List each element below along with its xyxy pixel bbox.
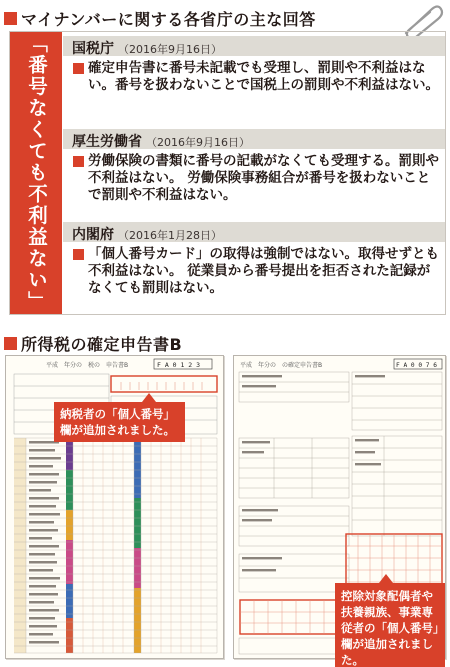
answer-body: 「個人番号カード」の取得は強制ではない。取得せずとも不利益はない。 従業員から番号提出を拒否された記録がなくても罰則はない。: [88, 246, 439, 296]
callout-pointer-icon: [379, 574, 393, 583]
form-code: F A 0 1 2 3: [157, 361, 201, 369]
section-title: 所得税の確定申告書B: [21, 335, 183, 354]
tax-form-page-1-image: [5, 355, 224, 659]
agency-name: 厚生労働省: [72, 134, 142, 150]
agency-header-nta: [63, 36, 445, 56]
agency-date: （2016年9月16日）: [118, 43, 222, 56]
red-square-bullet-icon: [73, 249, 84, 260]
answer-body: 労働保険の書類に番号の記載がなくても受理する。罰則や不利益はない。 労働保険事務組合が番号を扱わないことで罰則や不利益はない。: [88, 153, 439, 203]
callout-dependents-number: [335, 583, 445, 667]
agency-name: 内閣府: [72, 227, 114, 243]
side-label-band: [10, 32, 62, 314]
form-header-text: 平成 年分の の確定申告書B: [240, 362, 323, 369]
red-square-bullet-icon: [4, 12, 17, 25]
red-square-bullet-icon: [73, 63, 84, 74]
agency-date: （2016年9月16日）: [146, 136, 250, 149]
agency-name: 国税庁: [72, 41, 114, 57]
callout-pointer-icon: [142, 393, 156, 402]
red-square-bullet-icon: [4, 337, 17, 350]
side-label: 「番号なくても不利益ない」: [25, 33, 48, 313]
ministry-answers-panel: [9, 31, 446, 315]
callout-text: 納税者の「個人番号」欄が追加されました。: [60, 407, 175, 437]
callout-individual-number: [54, 402, 185, 442]
answer-text-nta: [72, 60, 441, 94]
agency-date: （2016年1月28日）: [118, 229, 222, 242]
answer-text-mhlw: [72, 153, 441, 204]
section-title: マイナンバーに関する各省庁の主な回答: [21, 10, 316, 29]
callout-text: 控除対象配偶者や扶養親族、事業専従者の「個人番号」欄が追加されました。: [341, 589, 439, 667]
agency-header-cao: [63, 222, 445, 242]
form-code: F A 0 0 7 6: [396, 362, 437, 369]
section-heading-tax-form: [4, 332, 182, 355]
agency-header-mhlw: [63, 129, 445, 149]
answer-text-cao: [72, 246, 441, 297]
form-header-text: 平成 年分の 税の 申告書B: [46, 362, 129, 369]
section-heading-ministry-answers: [4, 7, 316, 30]
red-square-bullet-icon: [73, 156, 84, 167]
answer-body: 確定申告書に番号未記載でも受理し、罰則や不利益はない。番号を扱わないことで国税上の罰則や不利益はない。: [88, 60, 439, 93]
